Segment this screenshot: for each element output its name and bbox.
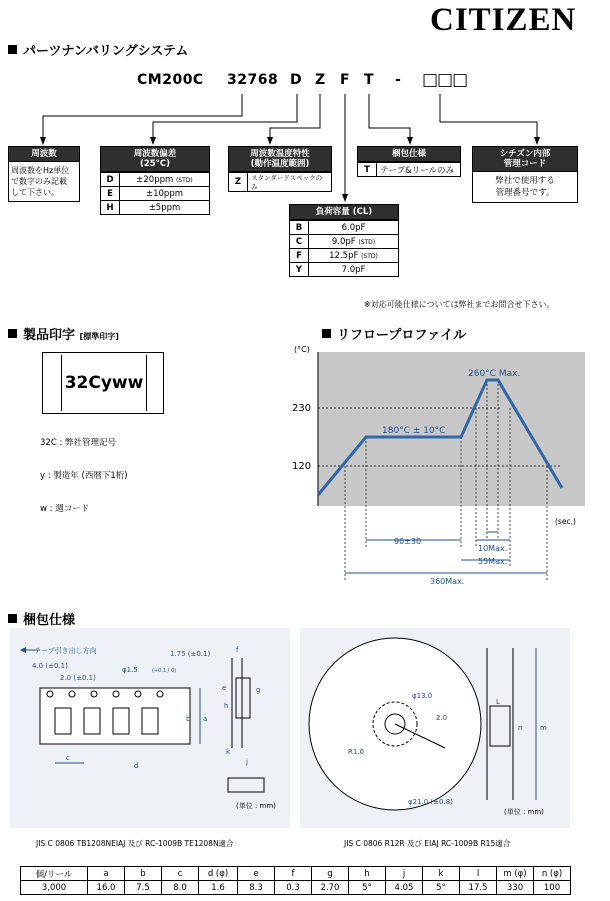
- tape-dim-b: b: [186, 715, 191, 723]
- code-t: T: [364, 72, 375, 88]
- tape-direction-label: テープ引き出し方向: [34, 647, 97, 655]
- reel-dim-13: φ13.0: [412, 692, 433, 700]
- box-internal-title: シチズン内部 管理コード: [472, 146, 578, 172]
- box-tolerance-title: 周波数偏差 (25°C): [100, 146, 210, 172]
- pack-table: [357, 162, 461, 177]
- code-d: D: [290, 72, 303, 88]
- table-cell: 0.3: [275, 881, 312, 895]
- box-frequency: [8, 146, 80, 202]
- tape-dim-edge: 1.75 (±0.1): [170, 650, 211, 658]
- reel-dim-21: φ21.0 (±0.8): [408, 798, 453, 806]
- table-cell: 5°: [423, 881, 460, 895]
- reflow-dim-360: 360Max.: [430, 577, 465, 586]
- table-header-cell: c: [162, 867, 199, 881]
- reflow-dimension-lines: [345, 532, 547, 573]
- table-header-cell: m (φ): [497, 867, 534, 881]
- reflow-unit-c: (°C): [294, 345, 310, 354]
- table-cell: 330: [497, 881, 534, 895]
- code-z: Z: [315, 72, 326, 88]
- reel-dim-l: L: [496, 698, 500, 706]
- square-bullet-icon: [8, 614, 17, 623]
- box-frequency-title: 周波数: [8, 146, 80, 162]
- table-cell: 16.0: [88, 881, 125, 895]
- tape-dim-e: e: [222, 684, 227, 692]
- table-cell: 1.6: [199, 881, 238, 895]
- table-cell: 3,000: [21, 881, 88, 895]
- table-header-cell: e: [238, 867, 275, 881]
- box-temperature: [228, 146, 332, 192]
- section-marking: 製品印字 [標準印字]: [8, 324, 119, 343]
- box-load-title: 負荷容量 (CL): [289, 204, 399, 220]
- code-dash: -: [395, 72, 402, 88]
- box-pack: [357, 146, 461, 177]
- code-boxes: □□□: [422, 70, 468, 90]
- section-packaging: 梱包仕様: [8, 609, 75, 628]
- tape-dim-a: a: [203, 715, 208, 723]
- table-row: B 6.0pF: [290, 221, 399, 235]
- table-row: D ±20ppm (STD): [101, 173, 210, 187]
- table-cell: 17.5: [460, 881, 497, 895]
- reflow-peak-label: 260°C Max.: [468, 369, 521, 379]
- reel-dim-m: m: [540, 724, 547, 732]
- reflow-background: [318, 352, 585, 506]
- packaging-table: [20, 866, 571, 895]
- table-header-cell: b: [125, 867, 162, 881]
- reflow-dim-90: 90±30: [394, 537, 422, 546]
- reflow-dim-55: 55Max.: [478, 557, 508, 566]
- table-header-cell: g: [312, 867, 349, 881]
- table-row: E ±10ppm: [101, 187, 210, 201]
- reel-dim-2: 2.0: [436, 714, 448, 722]
- table-row: T テープ&リールのみ: [358, 163, 461, 177]
- table-cell: 5°: [349, 881, 386, 895]
- square-bullet-icon: [8, 329, 17, 338]
- table-header-cell: l: [460, 867, 497, 881]
- brand-logo: CITIZEN: [430, 2, 577, 38]
- tape-dim-g: g: [256, 686, 261, 694]
- square-bullet-icon: [322, 329, 331, 338]
- reflow-tick-230: 230: [292, 403, 312, 414]
- table-cell: 7.5: [125, 881, 162, 895]
- tape-dim-pitch: 4.0 (±0.1): [32, 662, 68, 670]
- reflow-plateau-label: 180°C ± 10°C: [382, 426, 446, 436]
- table-row: Y 7.0pF: [290, 263, 399, 277]
- box-temperature-title: 周波数温度特性 (動作温度範囲): [228, 146, 332, 172]
- contact-note: ※対応可能仕様については弊社までお問合せ下さい。: [364, 300, 555, 309]
- table-cell: 2.70: [312, 881, 349, 895]
- chip-drawing: [42, 352, 164, 414]
- table-header-cell: d (φ): [199, 867, 238, 881]
- reflow-dim-10: 10Max.: [478, 544, 508, 553]
- box-tolerance: [100, 146, 210, 215]
- table-header-cell: j: [386, 867, 423, 881]
- box-internal-text: 弊社で使用する 管理番号です。: [472, 172, 578, 203]
- reel-unit-label: (単位 : mm): [504, 808, 544, 816]
- table-header-cell: h: [349, 867, 386, 881]
- marking-legend-2: y : 製造年 (西暦下1桁): [40, 471, 128, 481]
- table-header-cell: n (φ): [534, 867, 571, 881]
- reflow-profile-diagram: [280, 340, 600, 590]
- tape-dim-hole: φ1.5: [122, 666, 138, 674]
- table-header-cell: f: [275, 867, 312, 881]
- table-cell: 8.3: [238, 881, 275, 895]
- code-base: CM200C: [137, 72, 204, 88]
- box-pack-title: 梱包仕様: [357, 146, 461, 162]
- table-row: H ±5ppm: [101, 201, 210, 215]
- box-frequency-text: 周波数をHz単位 で数字のみ記載 して下さい。: [8, 162, 80, 202]
- reflow-tick-120: 120: [292, 461, 312, 472]
- chip-marking-text: 32Cyww: [61, 355, 147, 411]
- temperature-table: [228, 172, 332, 192]
- table-header-cell: 個/リール: [21, 867, 88, 881]
- marking-legend-1: 32C : 弊社管理記号: [40, 438, 117, 448]
- box-internal: [472, 146, 578, 203]
- reel-caption: JIS C 0806 R12R 及び EIAJ RC-1009B R15適合: [344, 839, 511, 848]
- reel-dim-r1: R1.0: [348, 748, 364, 756]
- table-cell: 4.05: [386, 881, 423, 895]
- tape-caption: JIS C 0806 TB1208NEIAJ 及び RC-1009B TE1208N適合: [36, 839, 234, 848]
- tape-dim-f: f: [236, 646, 239, 654]
- code-f: F: [340, 72, 351, 88]
- table-row: Z スタンダードスペックのみ: [229, 173, 332, 192]
- tape-dim-2: 2.0 (±0.1): [60, 674, 96, 682]
- table-header-cell: a: [88, 867, 125, 881]
- tape-dim-c: c: [66, 754, 70, 762]
- marking-legend-3: w : 週コード: [40, 504, 90, 514]
- table-row: F 12.5pF (STD): [290, 249, 399, 263]
- box-load: [289, 204, 399, 277]
- tape-dim-k: k: [226, 748, 231, 756]
- table-cell: 8.0: [162, 881, 199, 895]
- table-row: C 9.0pF (STD): [290, 235, 399, 249]
- reel-drawing: [300, 628, 570, 828]
- tape-dim-hole-tol: (+0.1 / 0): [152, 668, 177, 674]
- tape-dim-d: d: [134, 762, 139, 770]
- tolerance-table: [100, 172, 210, 215]
- reflow-unit-sec: (sec.): [555, 517, 576, 526]
- tape-dim-j: j: [246, 758, 248, 766]
- tape-unit-label: (単位 : mm): [236, 802, 276, 810]
- tape-dim-h: h: [224, 702, 229, 710]
- section-reflow: リフロープロファイル: [322, 324, 466, 343]
- table-cell: 100: [534, 881, 571, 895]
- section-part-number: パーツナンバリングシステム: [8, 40, 188, 59]
- table-row: [21, 881, 571, 895]
- reel-dim-n: n: [518, 724, 523, 732]
- code-freq: 32768: [227, 72, 279, 88]
- tape-drawing: [10, 628, 290, 828]
- table-header-row: [21, 867, 571, 881]
- table-header-cell: k: [423, 867, 460, 881]
- load-table: [289, 220, 399, 277]
